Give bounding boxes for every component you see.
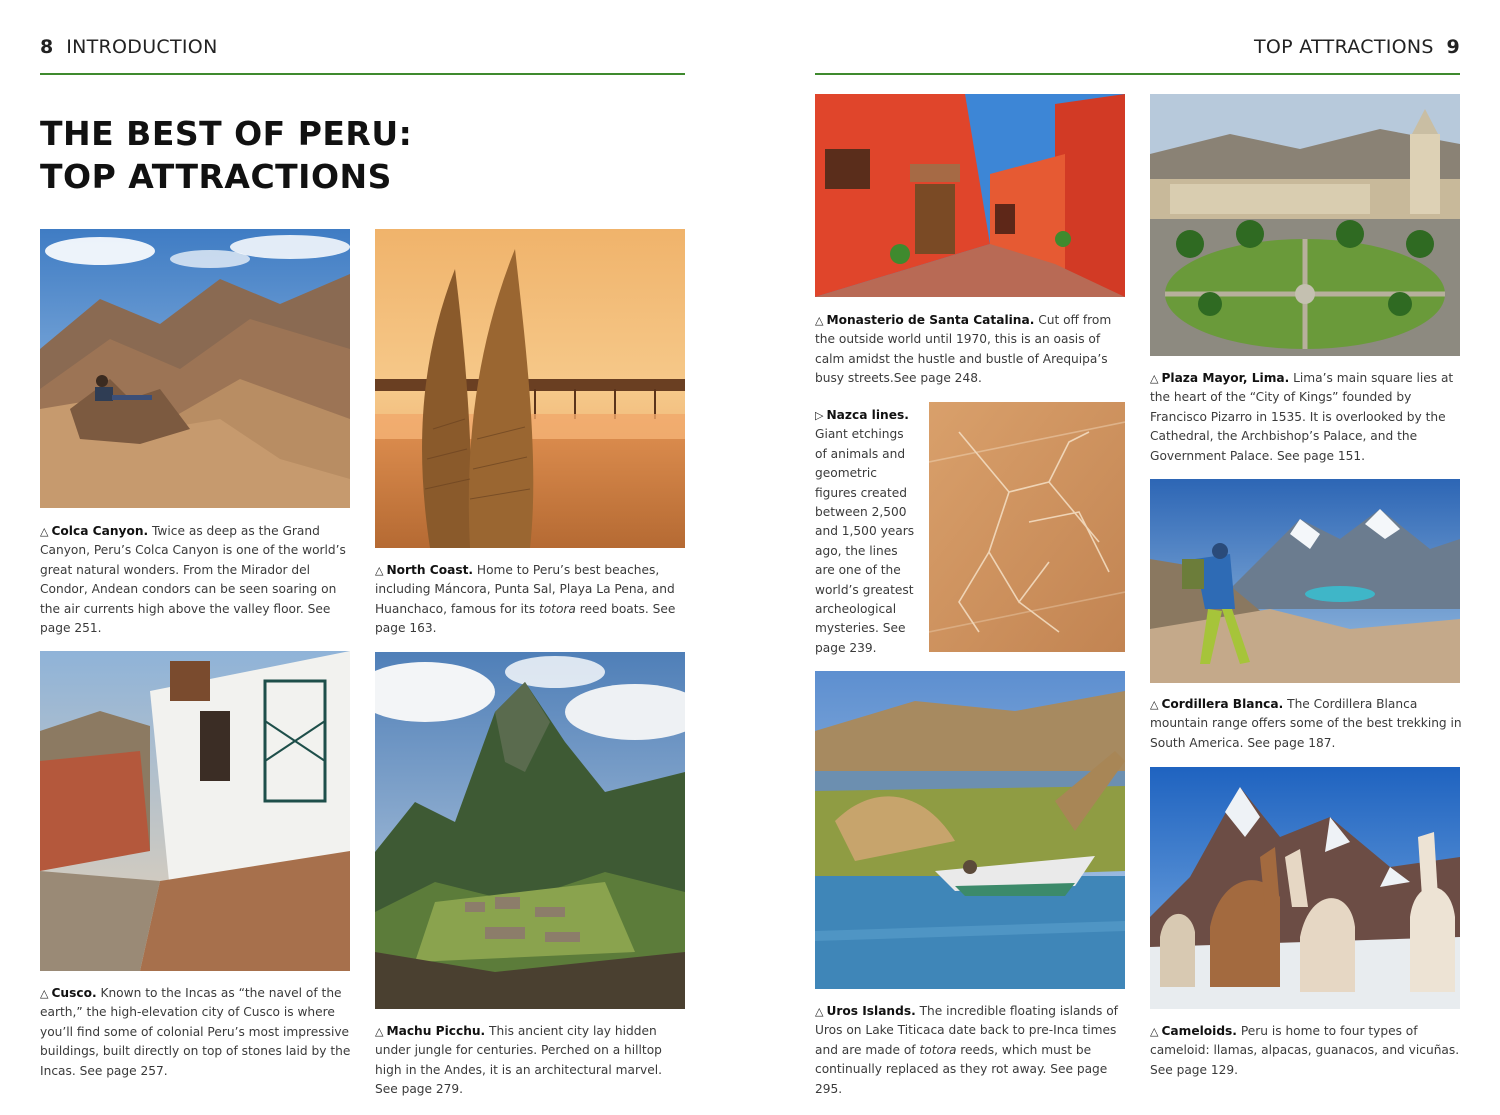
- triangle-up-icon: △: [375, 1025, 384, 1038]
- triangle-up-icon: △: [1150, 698, 1159, 711]
- machu-picchu-photo: [375, 652, 685, 1009]
- machu-picchu-text: This ancient city lay hidden under jungle for centuries. Perched on a hilltop high in the Andes, it is an architectural marvel. See page 279.: [375, 1024, 662, 1097]
- colca-canyon-photo: [40, 229, 350, 508]
- nazca-text: Giant etchings of animals and geometric figures created between 2,500 and 1,500 years ago, the lines are one of the world’s greatest archeological mysteries. See page 239.: [815, 427, 915, 655]
- north-coast-text-a: Home to Peru’s best beaches, including Máncora, Punta Sal, Playa La Pena, and Huanchaco, famous for its: [375, 563, 675, 616]
- triangle-right-icon: ▷: [815, 409, 824, 422]
- cusco-photo: [40, 651, 350, 971]
- left-section-title: INTRODUCTION: [66, 36, 218, 58]
- santa-catalina-photo: [815, 94, 1125, 297]
- left-running-header: [40, 36, 218, 58]
- cordillera-blanca-name: Cordillera Blanca.: [1161, 697, 1284, 711]
- triangle-up-icon: △: [40, 987, 49, 1000]
- triangle-up-icon: △: [375, 564, 384, 577]
- plaza-mayor-name: Plaza Mayor, Lima.: [1161, 371, 1290, 385]
- cameloids-text: Peru is home to four types of cameloid: llamas, alpacas, guanacos, and vicuñas. See page 129.: [1150, 1024, 1460, 1077]
- right-running-header: [1254, 36, 1460, 58]
- uros-islands-italic: totora: [919, 1042, 957, 1057]
- nazca-lines-photo: [929, 402, 1125, 652]
- north-coast-italic: totora: [538, 601, 576, 616]
- page-title-line-1: THE BEST OF PERU:: [40, 114, 413, 153]
- triangle-up-icon: △: [815, 314, 824, 327]
- machu-picchu-name: Machu Picchu.: [386, 1024, 486, 1038]
- nazca-caption: [815, 406, 917, 658]
- cordillera-blanca-photo: [1150, 479, 1460, 683]
- north-coast-photo: [375, 229, 685, 548]
- triangle-up-icon: △: [1150, 372, 1159, 385]
- santa-catalina-name: Monasterio de Santa Catalina.: [826, 313, 1035, 327]
- right-section-title: TOP ATTRACTIONS: [1254, 36, 1434, 58]
- cusco-text: Known to the Incas as “the navel of the earth,” the high-elevation city of Cusco is where you’ll find some of colonial Peru’s most impressive buildings, built directly on top of stones laid by the Incas. See page 257.: [40, 986, 351, 1078]
- cameloids-caption: [1150, 1022, 1462, 1080]
- uros-islands-text-a: The incredible floating islands of Uros on Lake Titicaca date back to pre-Inca times and are made of: [815, 1004, 1118, 1057]
- colca-canyon-text: Twice as deep as the Grand Canyon, Peru’s Colca Canyon is one of the world’s great natural wonders. From the Mirador del Condor, Andean condors can be seen soaring on the air currents high above the valley floor. See page 251.: [40, 524, 346, 636]
- uros-islands-name: Uros Islands.: [826, 1004, 916, 1018]
- triangle-up-icon: △: [815, 1005, 824, 1018]
- cusco-name: Cusco.: [51, 986, 97, 1000]
- plaza-mayor-caption: [1150, 369, 1462, 466]
- right-header-rule: [815, 73, 1460, 75]
- cameloids-photo: [1150, 767, 1460, 1009]
- page-title-line-2: TOP ATTRACTIONS: [40, 157, 392, 196]
- plaza-mayor-text: Lima’s main square lies at the heart of the “City of Kings” founded by Francisco Pizarro in 1535. It is overlooked by the Cathedral, the Archbishop’s Palace, and the Government Palace. See page 151.: [1150, 371, 1454, 463]
- uros-islands-caption: [815, 1002, 1127, 1099]
- uros-islands-photo: [815, 671, 1125, 989]
- cordillera-blanca-caption: [1150, 695, 1462, 753]
- colca-canyon-caption: [40, 522, 350, 638]
- cameloids-name: Cameloids.: [1161, 1024, 1237, 1038]
- north-coast-name: North Coast.: [386, 563, 474, 577]
- nazca-name: Nazca lines.: [826, 408, 909, 422]
- plaza-mayor-photo: [1150, 94, 1460, 356]
- page-title: [40, 112, 412, 198]
- north-coast-caption: [375, 561, 685, 639]
- cordillera-blanca-text: The Cordillera Blanca mountain range offers some of the best trekking in South America. See page 187.: [1150, 697, 1462, 750]
- left-page-number: 8: [40, 36, 54, 58]
- right-page-number: 9: [1446, 36, 1460, 58]
- colca-canyon-name: Colca Canyon.: [51, 524, 149, 538]
- machu-picchu-caption: [375, 1022, 687, 1100]
- santa-catalina-text: Cut off from the outside world until 1970, this is an oasis of calm amidst the hustle and bustle of Arequipa’s busy streets.See page 248.: [815, 313, 1112, 386]
- uros-islands-text-b: reeds, which must be continually replaced as they rot away. See page 295.: [815, 1042, 1108, 1096]
- left-header-rule: [40, 73, 685, 75]
- santa-catalina-caption: [815, 311, 1127, 389]
- north-coast-text-b: reed boats. See page 163.: [375, 601, 676, 636]
- triangle-up-icon: △: [1150, 1025, 1159, 1038]
- cusco-caption: [40, 984, 352, 1081]
- triangle-up-icon: △: [40, 525, 49, 538]
